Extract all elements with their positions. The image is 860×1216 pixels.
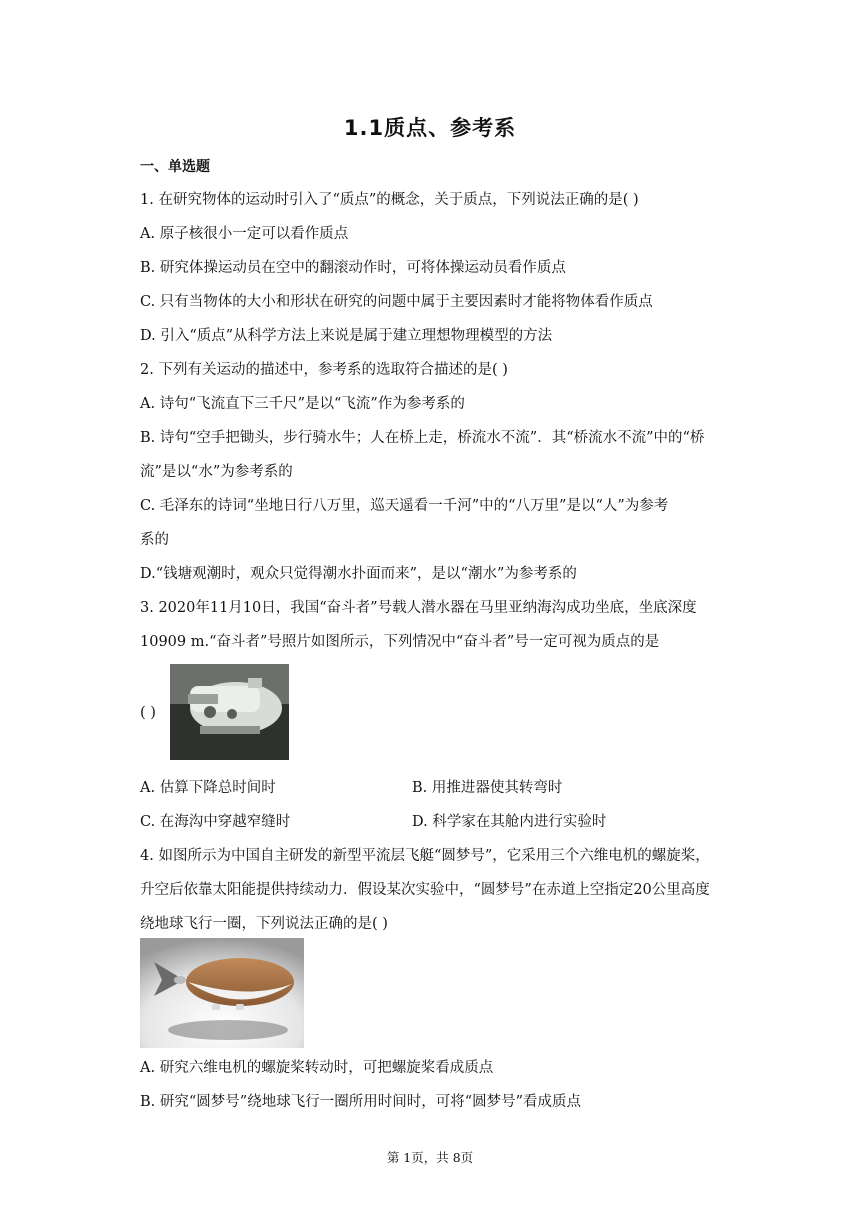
airship-photo xyxy=(140,938,304,1048)
q2-option-d: D.“钱塘观潮时，观众只觉得潮水扑面而来”，是以“潮水”为参考系的 xyxy=(140,566,577,582)
q4-option-b: B. 研究“圆梦号”绕地球飞行一圈所用时间时，可将“圆梦号”看成质点 xyxy=(140,1094,582,1110)
question-3-stem-line2: 10909 m.“奋斗者”号照片如图所示，下列情况中“奋斗者”号一定可视为质点的是 xyxy=(140,634,660,650)
q3-option-a: A. 估算下降总时间时 xyxy=(140,780,276,796)
page-title: 1.1质点、参考系 xyxy=(343,116,517,140)
question-2-stem: 2. 下列有关运动的描述中，参考系的选取符合描述的是( ) xyxy=(140,362,508,378)
q3-option-b: B. 用推进器使其转弯时 xyxy=(412,780,563,796)
submersible-photo xyxy=(170,664,289,760)
q3-option-d: D. 科学家在其舱内进行实验时 xyxy=(412,814,607,830)
q1-option-d: D. 引入“质点”从科学方法上来说是属于建立理想物理模型的方法 xyxy=(140,328,553,344)
q2-option-c-line1: C. 毛泽东的诗词“坐地日行八万里，巡天遥看一千河”中的“八万里”是以“人”为参考 xyxy=(140,498,669,514)
q1-option-c: C. 只有当物体的大小和形状在研究的问题中属于主要因素时才能将物体看作质点 xyxy=(140,294,653,310)
question-4-stem-line3: 绕地球飞行一圈，下列说法正确的是( ) xyxy=(140,916,388,932)
q1-option-b: B. 研究体操运动员在空中的翻滚动作时，可将体操运动员看作质点 xyxy=(140,260,566,276)
page-footer: 第 1页，共 8页 xyxy=(386,1150,474,1165)
q2-option-a: A. 诗句“飞流直下三千尺”是以“飞流”作为参考系的 xyxy=(140,396,465,412)
question-1-stem: 1. 在研究物体的运动时引入了“质点”的概念，关于质点，下列说法正确的是( ) xyxy=(140,192,639,208)
section-heading: 一、单选题 xyxy=(140,159,210,175)
question-4-stem-line1: 4. 如图所示为中国自主研发的新型平流层飞艇“圆梦号”，它采用三个六维电机的螺旋桨， xyxy=(140,848,710,864)
q1-option-a: A. 原子核很小一定可以看作质点 xyxy=(140,226,349,242)
question-3-stem-line1: 3. 2020年11月10日，我国“奋斗者”号载人潜水器在马里亚纳海沟成功坐底，坐底深度 xyxy=(140,600,697,616)
q4-option-a: A. 研究六维电机的螺旋桨转动时，可把螺旋桨看成质点 xyxy=(140,1060,494,1076)
question-3-answer-paren: ( ) xyxy=(140,705,156,721)
q3-option-c: C. 在海沟中穿越窄缝时 xyxy=(140,814,291,830)
q2-option-b-line1: B. 诗句“空手把锄头，步行骑水牛；人在桥上走，桥流水不流”．其“桥流水不流”中的“桥 xyxy=(140,430,705,446)
q2-option-c-line2: 系的 xyxy=(140,532,169,548)
q2-option-b-line2: 流”是以“水”为参考系的 xyxy=(140,464,293,480)
question-4-stem-line2: 升空后依靠太阳能提供持续动力．假设某次实验中，“圆梦号”在赤道上空指定20公里高度 xyxy=(140,882,710,898)
